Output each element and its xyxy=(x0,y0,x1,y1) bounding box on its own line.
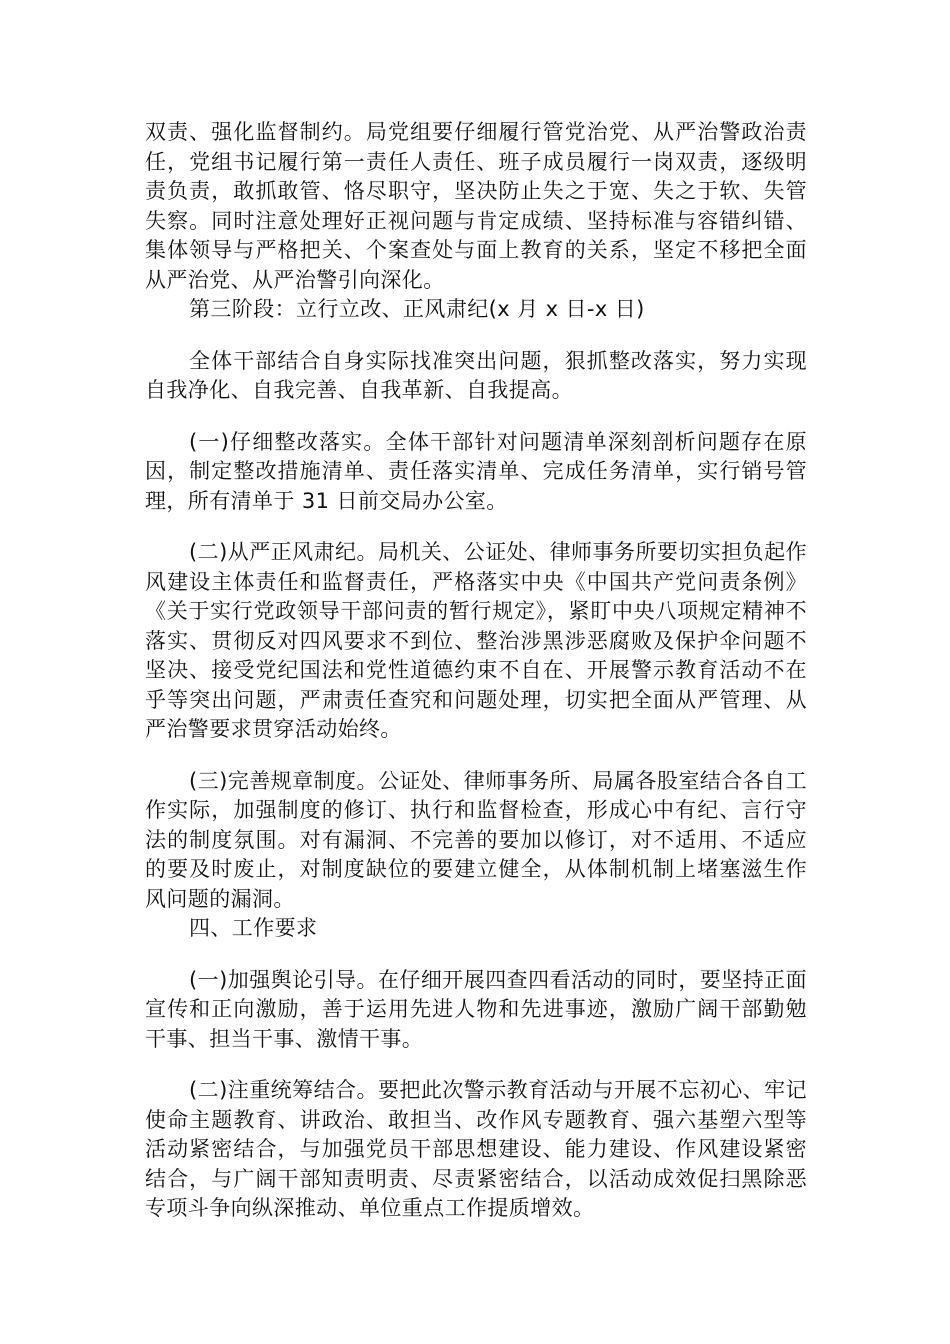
paragraph-stage-three-intro: 全体干部结合自身实际找准突出问题，狠抓整改落实，努力实现自我净化、自我完善、自我革新、自我提高。 xyxy=(145,348,807,402)
paragraph-public-opinion: (一)加强舆论引导。在仔细开展四查四看活动的同时，要坚持正面宣传和正向激励，善于运用先进人物和先进事迹，激励广阔干部勤勉干事、担当干事、激情干事。 xyxy=(145,967,807,1051)
section-four-heading: 四、工作要求 xyxy=(189,916,318,940)
paragraph-continuation: 双责、强化监督制约。局党组要仔细履行管党治党、从严治警政治责任，党组书记履行第一责任人责任、班子成员履行一岗双责，逐级明责负责，敢抓敢管、恪尽职守，坚决防止失之于宽、失之于软、失管失察。同时注意处理好正视问题与肯定成绩、坚持标准与容错纠错、集体领导与严格把关、个案查处与面上教育的关系，坚定不移把全面从严治党、从严治警引向深化。 xyxy=(145,120,807,292)
paragraph-coordination: (二)注重统筹结合。要把此次警示教育活动与开展不忘初心、牢记使命主题教育、讲政治、敢担当、改作风专题教育、强六基塑六型等活动紧密结合，与加强党员干部思想建设、能力建设、作风建设紧密结合，与广阔干部知责明责、尽责紧密结合，以活动成效促扫黑除恶专项斗争向纵深推动、单位重点工作提质增效。 xyxy=(145,1078,807,1220)
paragraph-rules: (三)完善规章制度。公证处、律师事务所、局属各股室结合各自工作实际，加强制度的修订、执行和监督检查，形成心中有纪、言行守法的制度氛围。对有漏洞、不完善的要加以修订，对不适用、不适应的要及时废止，对制度缺位的要建立健全，从体制机制上堵塞滋生作风问题的漏洞。 xyxy=(145,768,807,911)
paragraph-rectification: (一)仔细整改落实。全体干部针对问题清单深刻剖析问题存在原因，制定整改措施清单、责任落实清单、完成任务清单，实行销号管理，所有清单于 31 日前交局办公室。 xyxy=(145,429,807,513)
stage-three-heading: 第三阶段：立行立改、正风肃纪(x 月 x 日-x 日) xyxy=(189,297,645,321)
document-page xyxy=(145,118,807,1224)
paragraph-discipline: (二)从严正风肃纪。局机关、公证处、律师事务所要切实担负起作风建设主体责任和监督责任，严格落实中央《中国共产党问责条例》《关于实行党政领导干部问责的暂行规定》，紧盯中央八项规定精神不落实、贯彻反对四风要求不到位、整治涉黑涉恶腐败及保护伞问题不坚决、接受党纪国法和党性道德约束不自在、开展警示教育活动不在乎等突出问题，严肃责任查究和问题处理，切实把全面从严管理、从严治警要求贯穿活动始终。 xyxy=(145,540,807,741)
